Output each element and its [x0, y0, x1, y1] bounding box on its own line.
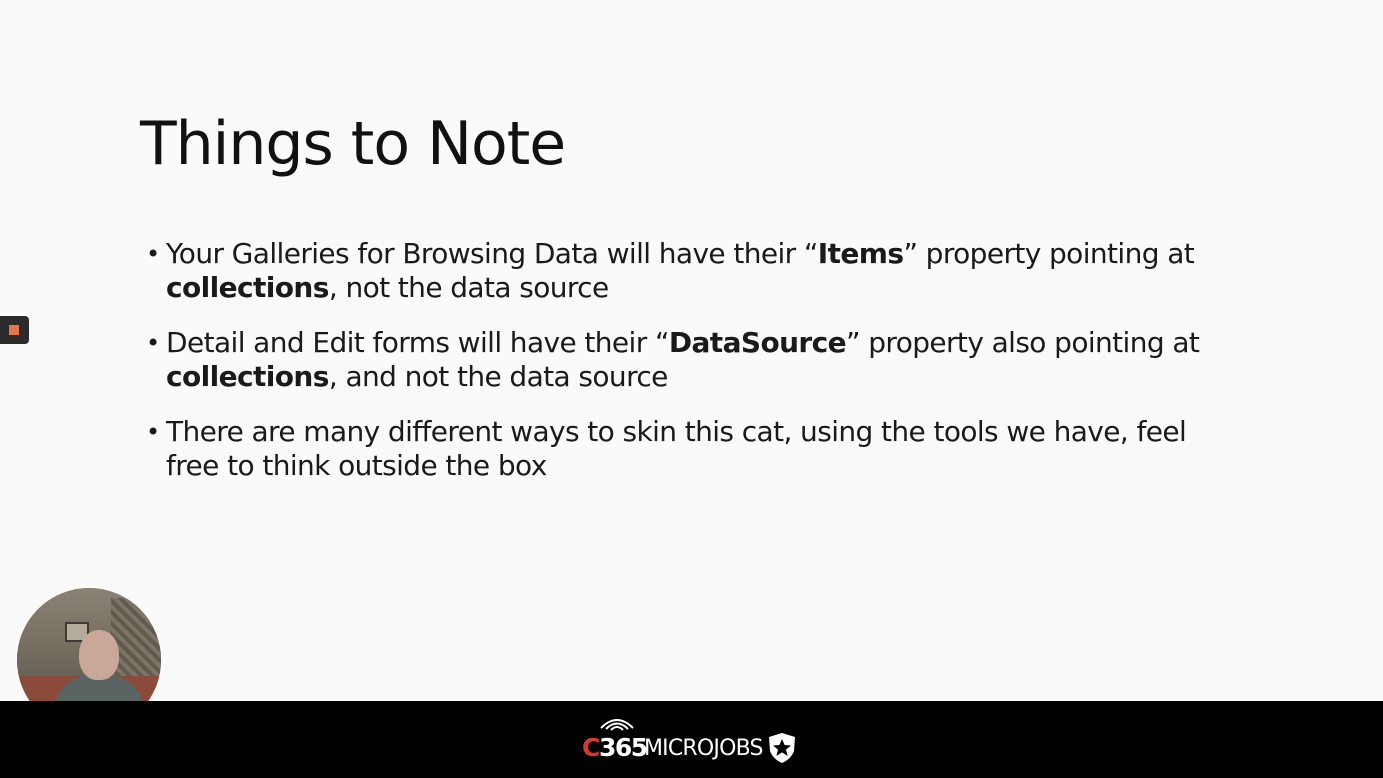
footer-bar [0, 701, 1383, 778]
bullet-bold-text: DataSource [668, 326, 847, 359]
bullet-dot: • [146, 418, 160, 446]
bullet-item [146, 415, 1266, 483]
bullet-bold-text: collections [166, 360, 329, 393]
bullet-text: , not the data source [328, 271, 609, 304]
bullet-item [146, 237, 1266, 305]
bullet-bold-text: Items [817, 237, 904, 270]
signal-arcs-icon [597, 711, 637, 731]
bullet-text: Detail and Edit forms will have their “ [166, 326, 669, 359]
logo-365-text: 365 [599, 733, 647, 762]
bullet-text: There are many different ways to skin this cat, using the tools we have, feel [166, 415, 1187, 448]
bullet-text: free to think outside the box [166, 449, 547, 482]
bullet-text: Your Galleries for Browsing Data will have their “ [166, 237, 818, 270]
side-panel-tab[interactable] [0, 316, 29, 344]
bullet-item [146, 326, 1266, 394]
webcam-curtain [111, 598, 161, 688]
bullet-bold-text: collections [166, 271, 329, 304]
webcam-presenter-head [79, 630, 119, 680]
shield-star-icon [766, 731, 798, 765]
stop-square-icon [9, 325, 19, 335]
logo-c-letter: C [582, 733, 600, 762]
bullet-text: , and not the data source [328, 360, 668, 393]
bullet-text: ” property also pointing at [846, 326, 1200, 359]
logo-wordmark: MICROJOBS [644, 736, 763, 761]
bullet-dot: • [146, 329, 160, 357]
bullet-dot: • [146, 240, 160, 268]
bullet-list [146, 237, 1266, 504]
bullet-text: ” property pointing at [903, 237, 1195, 270]
slide-title: Things to Note [140, 109, 566, 179]
c365-microjobs-logo [582, 711, 804, 771]
